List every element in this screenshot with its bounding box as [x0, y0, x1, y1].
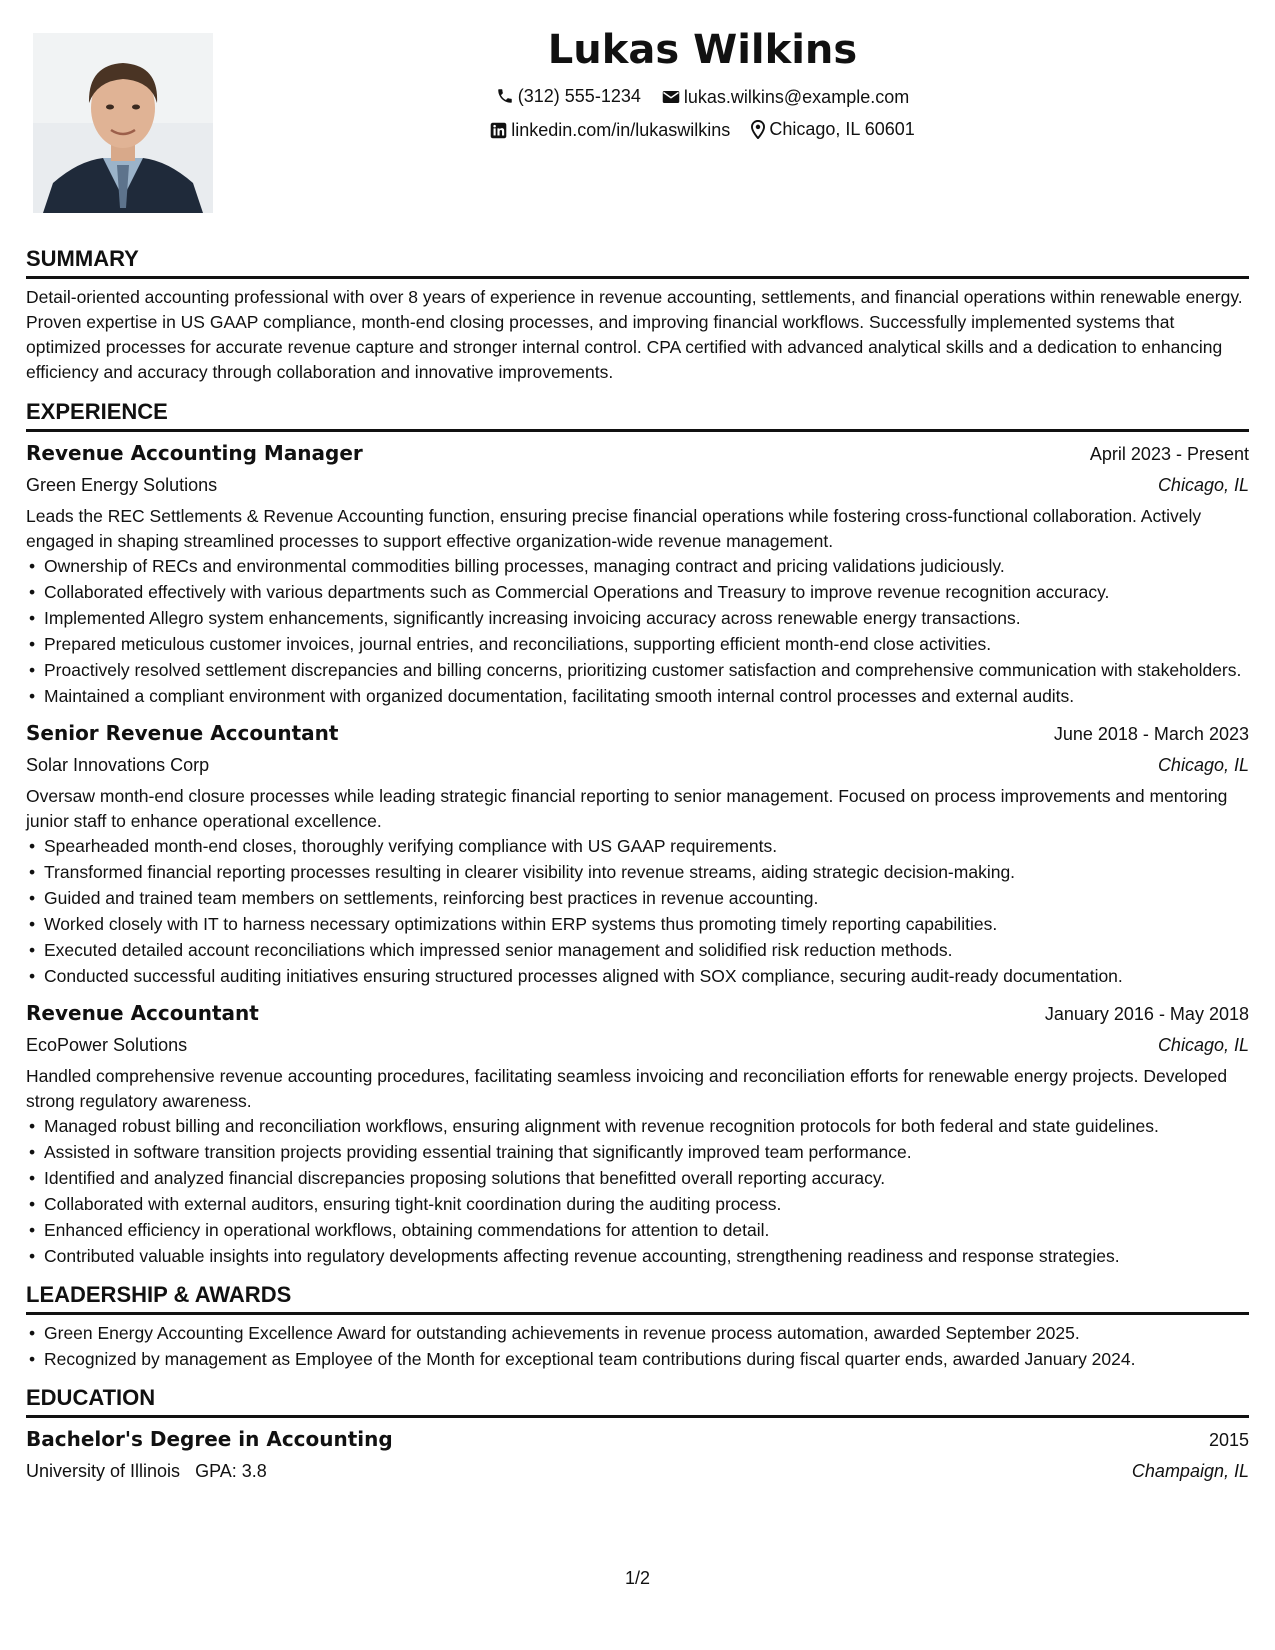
bullet-item: • Proactively resolved settlement discrepancies and billing concerns, prioritizing customer satisfaction and comprehensive communication with stakeholders.	[26, 658, 1249, 682]
graduation-year: 2015	[1208, 1430, 1249, 1450]
bullet-item: • Contributed valuable insights into regulatory developments affecting revenue accounting, strengthening readiness and response strategies.	[26, 1244, 1249, 1268]
email-text: lukas.wilkins@example.com	[683, 87, 910, 107]
bullet-item: • Managed robust billing and reconciliation workflows, ensuring alignment with revenue recognition protocols for both federal and state guidelines.	[26, 1114, 1249, 1138]
bullet-item: • Worked closely with IT to harness necessary optimizations within ERP systems thus promoting timely reporting capabilities.	[26, 912, 1249, 936]
bullet-item: • Collaborated effectively with various departments such as Commercial Operations and Treasury to improve revenue recognition accuracy.	[26, 580, 1249, 604]
bullet-item: • Transformed financial reporting processes resulting in clearer visibility into revenue streams, aiding strategic decision-making.	[26, 860, 1249, 884]
award-item: • Recognized by management as Employee of the Month for exceptional team contributions during fiscal quarter ends, awarded January 2024.	[26, 1347, 1249, 1371]
contact-phone[interactable]	[496, 84, 641, 108]
bullet-item: • Assisted in software transition projects providing essential training that significantly improved team performance.	[26, 1140, 1249, 1164]
bullet-item: • Spearheaded month-end closes, thoroughly verifying compliance with US GAAP requirements.	[26, 834, 1249, 858]
job-title: Revenue Accounting Manager	[26, 441, 363, 465]
school-name: University of Illinois	[26, 1461, 181, 1481]
award-item: • Green Energy Accounting Excellence Award for outstanding achievements in revenue process automation, awarded September 2025.	[26, 1321, 1249, 1345]
leadership-section	[26, 1280, 1249, 1371]
job-dates: June 2018 - March 2023	[1053, 724, 1249, 744]
map-pin-icon	[751, 120, 765, 139]
job-entry	[26, 998, 1249, 1268]
job-company: Solar Innovations Corp	[26, 755, 210, 775]
job-title: Revenue Accountant	[26, 1001, 259, 1025]
bullet-item: • Implemented Allegro system enhancements, significantly increasing invoicing accuracy across renewable energy transactions.	[26, 606, 1249, 630]
job-bullets	[26, 834, 1249, 988]
linkedin-icon	[490, 122, 507, 139]
contact-linkedin[interactable]	[490, 118, 730, 142]
section-title-summary: SUMMARY	[26, 244, 1249, 279]
bullet-item: • Maintained a compliant environment with organized documentation, facilitating smooth internal control processes and external audits.	[26, 684, 1249, 708]
contact-location	[751, 117, 914, 141]
section-title-education: EDUCATION	[26, 1383, 1249, 1418]
contact-row-primary	[260, 84, 1145, 111]
school-info	[26, 1456, 267, 1487]
bullet-item: • Enhanced efficiency in operational workflows, obtaining commendations for attention to detail.	[26, 1218, 1249, 1242]
bullet-item: • Collaborated with external auditors, ensuring tight-knit coordination during the auditing process.	[26, 1192, 1249, 1216]
job-title: Senior Revenue Accountant	[26, 721, 339, 745]
bullet-item: • Ownership of RECs and environmental commodities billing processes, managing contract and pricing validations judiciously.	[26, 554, 1249, 578]
job-entry	[26, 438, 1249, 708]
profile-photo	[33, 33, 213, 213]
resume-content	[26, 244, 1249, 1499]
job-description: Oversaw month-end closure processes while leading strategic financial reporting to senior management. Focused on process improvements and mentoring junior staff to enhance operational excellence.	[26, 786, 1228, 831]
bullet-item: • Prepared meticulous customer invoices, journal entries, and reconciliations, supporting efficient month-end close activities.	[26, 632, 1249, 656]
phone-icon	[496, 87, 514, 105]
location-text: Chicago, IL 60601	[769, 119, 915, 139]
bullet-item: • Identified and analyzed financial discrepancies proposing solutions that benefitted overall reporting accuracy.	[26, 1166, 1249, 1190]
section-title-leadership: LEADERSHIP & AWARDS	[26, 1280, 1249, 1315]
contact-email[interactable]	[662, 85, 909, 109]
job-location: Chicago, IL	[1157, 475, 1249, 495]
bullet-item: • Conducted successful auditing initiatives ensuring structured processes aligned with SOX compliance, securing audit-ready documentation.	[26, 964, 1249, 988]
experience-section	[26, 397, 1249, 1268]
job-bullets	[26, 1114, 1249, 1268]
job-entry	[26, 718, 1249, 988]
bullet-item: • Executed detailed account reconciliations which impressed senior management and solidified risk reduction methods.	[26, 938, 1249, 962]
degree-title: Bachelor's Degree in Accounting	[26, 1427, 393, 1451]
award-bullets	[26, 1321, 1249, 1371]
job-bullets	[26, 554, 1249, 708]
education-section	[26, 1383, 1249, 1487]
resume-header	[260, 22, 1145, 145]
school-location: Champaign, IL	[1131, 1461, 1249, 1481]
bullet-item: • Guided and trained team members on settlements, reinforcing best practices in revenue accounting.	[26, 886, 1249, 910]
page-number: 1/2	[624, 1568, 651, 1588]
contact-row-secondary	[260, 117, 1145, 145]
job-location: Chicago, IL	[1157, 1035, 1249, 1055]
linkedin-text: linkedin.com/in/lukaswilkins	[511, 120, 731, 140]
job-location: Chicago, IL	[1157, 755, 1249, 775]
job-dates: January 2016 - May 2018	[1044, 1004, 1249, 1024]
job-dates: April 2023 - Present	[1089, 444, 1249, 464]
phone-text: (312) 555-1234	[517, 86, 641, 106]
candidate-name: Lukas Wilkins	[547, 27, 858, 73]
envelope-icon	[662, 89, 680, 105]
job-description: Leads the REC Settlements & Revenue Accounting function, ensuring precise financial operations while fostering cross-functional collaboration. Actively engaged in shaping streamlined processes to support effective organization-wide revenue management.	[26, 506, 1202, 551]
summary-text: Detail-oriented accounting professional with over 8 years of experience in revenue accounting, settlements, and financial operations within renewable energy. Proven expertise in US GAAP compliance, month-end closing processes, and improving financial workflows. Successfully implemented systems that optimized processes for accurate revenue capture and stronger internal control. CPA certified with advanced analytical skills and a dedication to enhancing efficiency and accuracy through collaboration and innovative improvements.	[26, 287, 1243, 382]
section-title-experience: EXPERIENCE	[26, 397, 1249, 432]
summary-section	[26, 244, 1249, 385]
school-gpa: GPA: 3.8	[195, 1461, 267, 1481]
job-company: Green Energy Solutions	[26, 475, 218, 495]
job-company: EcoPower Solutions	[26, 1035, 188, 1055]
job-description: Handled comprehensive revenue accounting procedures, facilitating seamless invoicing and reconciliation efforts for renewable energy projects. Developed strong regulatory awareness.	[26, 1066, 1228, 1111]
